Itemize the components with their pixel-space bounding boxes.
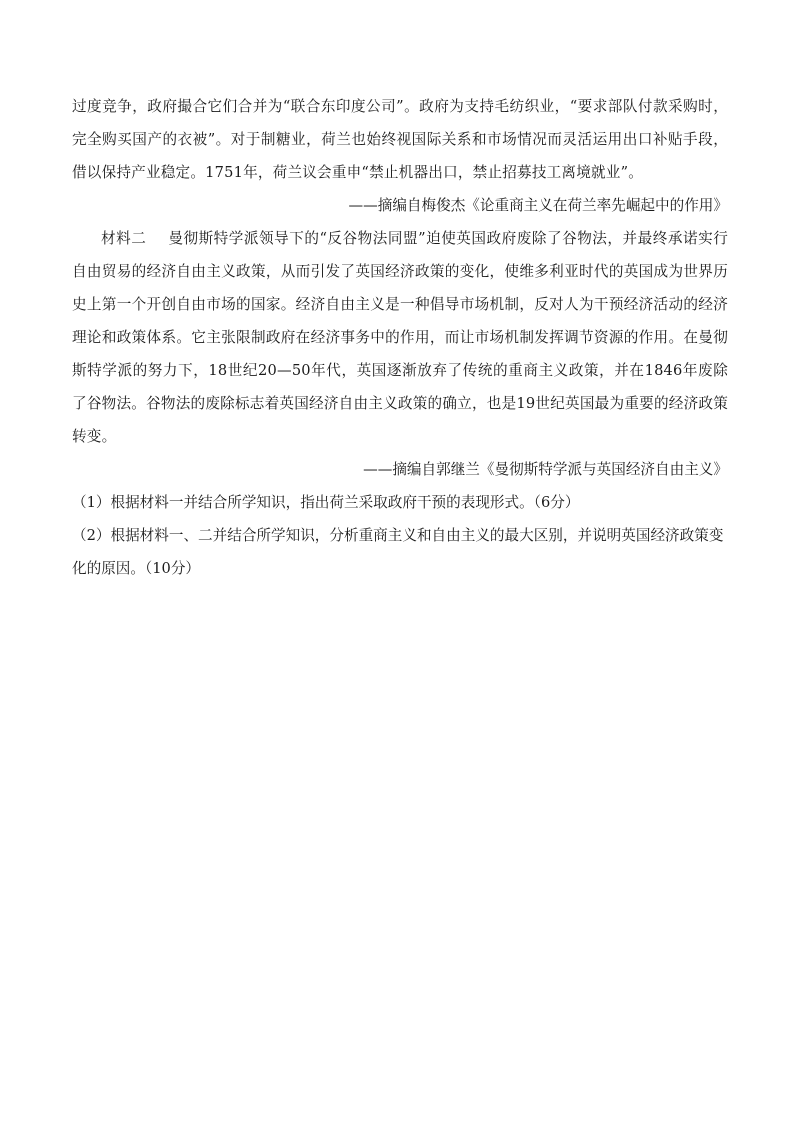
material-two-text: 曼彻斯特学派领导下的“反谷物法同盟”迫使英国政府废除了谷物法，并最终承诺实行自由贸易的经济自由主义政策，从而引发了英国经济政策的变化，使维多利亚时代的英国成为世界历史上第一个开创自由市场的国家。经济自由主义是一种倡导市场机制，反对人为干预经济活动的经济理论和政策体系。它主张限制政府在经济事务中的作用，而让市场机制发挥调节资源的作用。在曼彻斯特学派的努力下，18世纪20—50年代，英国逐渐放弃了传统的重商主义政策，并在1846年废除了谷物法。谷物法的废除标志着英国经济自由主义政策的确立，也是19世纪英国最为重要的经济政策转变。 [72, 230, 728, 445]
material-one-source: ——摘编自梅俊杰《论重商主义在荷兰率先崛起中的作用》 [348, 197, 728, 214]
material-two-source: ——摘编自郭继兰《曼彻斯特学派与英国经济自由主义》 [363, 461, 728, 478]
material-one-text: 过度竞争，政府撮合它们合并为“联合东印度公司”。政府为支持毛纺织业，“要求部队付款采购时，完全购买国产的衣被”。对于制糖业，荷兰也始终视国际关系和市场情况而灵活运用出口补贴手段，借以保持产业稳定。1751年，荷兰议会重申“禁止机器出口，禁止招募技工离境就业”。 [72, 98, 728, 181]
question-1: （1）根据材料一并结合所学知识，指出荷兰采取政府干预的表现形式。（6分） [72, 494, 580, 511]
material-two-label: 材料二 [101, 230, 147, 247]
material-two-paragraph [72, 222, 728, 453]
document-page [72, 90, 728, 585]
question-2: （2）根据材料一、二并结合所学知识，分析重商主义和自由主义的最大区别，并说明英国经济政策变化的原因。（10分） [72, 527, 724, 577]
